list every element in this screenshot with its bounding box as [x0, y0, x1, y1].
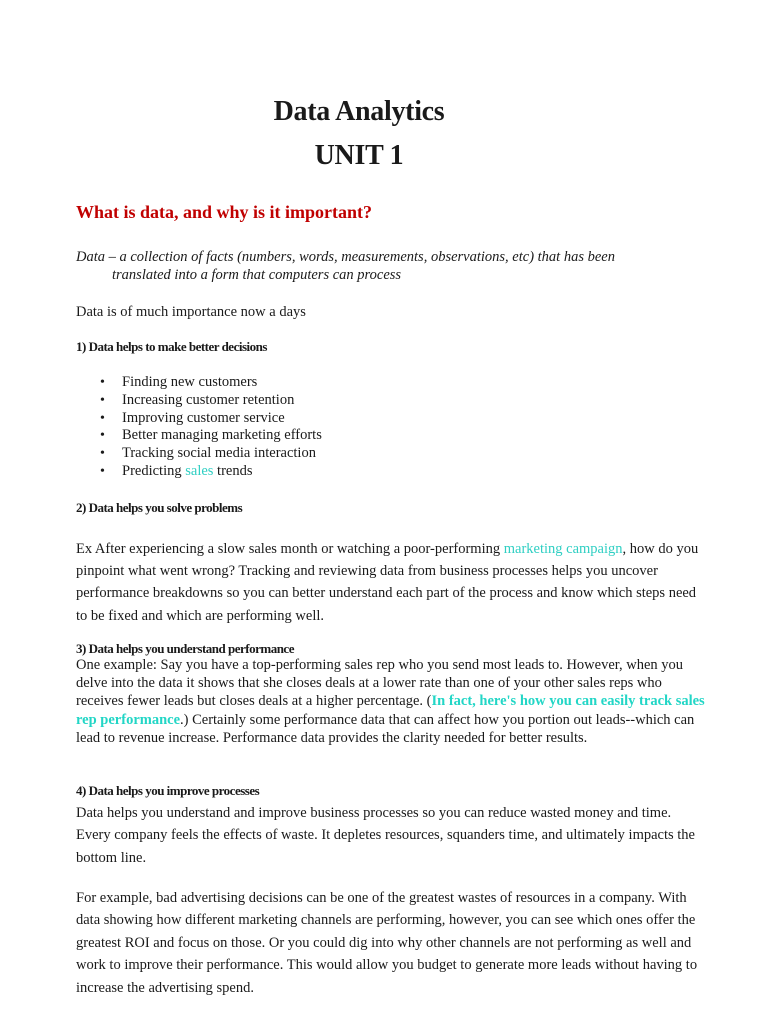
document-title: Data Analytics	[273, 95, 445, 128]
point-2-text-pre: Ex After experiencing a slow sales month or watching a poor-performing	[76, 541, 504, 557]
track-sales-rep-link[interactable]: In fact, here's how you can easily track sales rep performance	[76, 693, 705, 728]
point-2-text-post: , how do you pinpoint what went wrong? Tracking and reviewing data from business processes helps you uncover performance breakdowns so you can better understand each part of the process and know which steps need to be fixed and which are performing well.	[76, 541, 699, 624]
point-4-paragraph-1: Data helps you understand and improve business processes so you can reduce wasted money and time. Every company feels the effects of waste. It depletes resources, squanders time, and ultimately impacts the bottom line.	[76, 805, 695, 866]
list-item: • Improving customer service	[76, 410, 322, 428]
list-item-text-post: trends	[213, 462, 253, 479]
data-definition	[76, 248, 615, 284]
intro-text: Data is of much importance now a days	[76, 304, 306, 320]
point-1-heading: 1) Data helps to make better decisions	[76, 339, 267, 354]
point-3-heading: 3) Data helps you understand performance	[76, 641, 294, 656]
list-item: • Increasing customer retention	[76, 392, 322, 410]
point-4-paragraph-2: For example, bad advertising decisions can be one of the greatest wastes of resources in a company. With data showing how different marketing channels are performing, however, you can see which ones offer the greatest ROI and focus on those. Or you could dig into why other channels are not performing as well and work to improve their performance. This would allow you budget to generate more leads without having to increase the advertising spend.	[76, 890, 698, 996]
point-3-text-pre: One example: Say you have a top-performing sales rep who you send most leads to. However, when you delve into the data it shows that she closes deals at a lower rate than one of your other sales reps who receives fewer leads but closes deals at a higher percentage. (	[76, 657, 684, 710]
decision-bullet-list	[76, 374, 322, 481]
point-4-heading: 4) Data helps you improve processes	[76, 783, 260, 798]
list-item: • Finding new customers	[76, 374, 322, 392]
definition-line-2: translated into a form that computers can process	[112, 267, 402, 283]
unit-title: UNIT 1	[314, 139, 404, 172]
list-item-text-pre: Predicting	[122, 462, 186, 479]
section-heading: What is data, and why is it important?	[76, 202, 373, 222]
point-2-paragraph	[76, 538, 706, 627]
list-item	[76, 463, 322, 481]
list-item: • Tracking social media interaction	[76, 445, 322, 463]
point-2-heading: 2) Data helps you solve problems	[76, 500, 243, 515]
sales-link[interactable]: sales	[185, 462, 214, 479]
point-3-paragraph	[76, 656, 706, 747]
list-item: • Better managing marketing efforts	[76, 427, 322, 445]
marketing-campaign-link[interactable]: marketing campaign	[503, 541, 623, 557]
point-3-text-post: .) Certainly some performance data that can affect how you portion out leads--which can lead to revenue increase. Performance data provides the clarity needed for better results.	[76, 711, 695, 746]
definition-line-1: Data – a collection of facts (numbers, words, measurements, observations, etc) that has been	[76, 249, 615, 265]
